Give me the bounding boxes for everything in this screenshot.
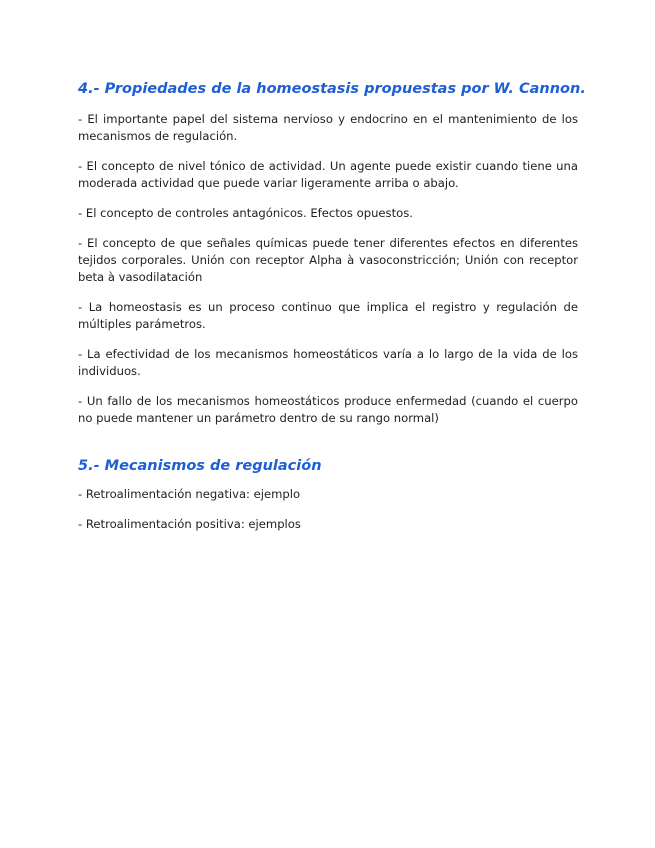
section-4-heading: 4.- Propiedades de la homeostasis propuestas por W. Cannon. bbox=[78, 81, 586, 97]
section-4-item-4: - El concepto de que señales químicas puede tener diferentes efectos en diferentes tejidos corporales. Unión con receptor Alpha à vasoconstricción; Unión con receptor beta à vasodilatación bbox=[78, 236, 578, 284]
section-4-item-6: - La efectividad de los mecanismos homeostáticos varía a lo largo de la vida de los individuos. bbox=[78, 347, 578, 378]
section-4-item-5: - La homeostasis es un proceso continuo que implica el registro y regulación de múltiples parámetros. bbox=[78, 300, 578, 331]
section-4-item-2: - El concepto de nivel tónico de actividad. Un agente puede existir cuando tiene una moderada actividad que puede variar ligeramente arriba o abajo. bbox=[78, 159, 578, 190]
section-4-item-7: - Un fallo de los mecanismos homeostáticos produce enfermedad (cuando el cuerpo no puede mantener un parámetro dentro de su rango normal) bbox=[78, 394, 578, 425]
section-5-item-2: - Retroalimentación positiva: ejemplos bbox=[78, 517, 301, 531]
document-content bbox=[78, 80, 586, 546]
section-5-heading: 5.- Mecanismos de regulación bbox=[78, 458, 322, 474]
section-4-item-1: - El importante papel del sistema nervioso y endocrino en el mantenimiento de los mecanismos de regulación. bbox=[78, 112, 578, 143]
section-4-item-3: - El concepto de controles antagónicos. Efectos opuestos. bbox=[78, 206, 413, 220]
section-5-item-1: - Retroalimentación negativa: ejemplo bbox=[78, 487, 301, 501]
